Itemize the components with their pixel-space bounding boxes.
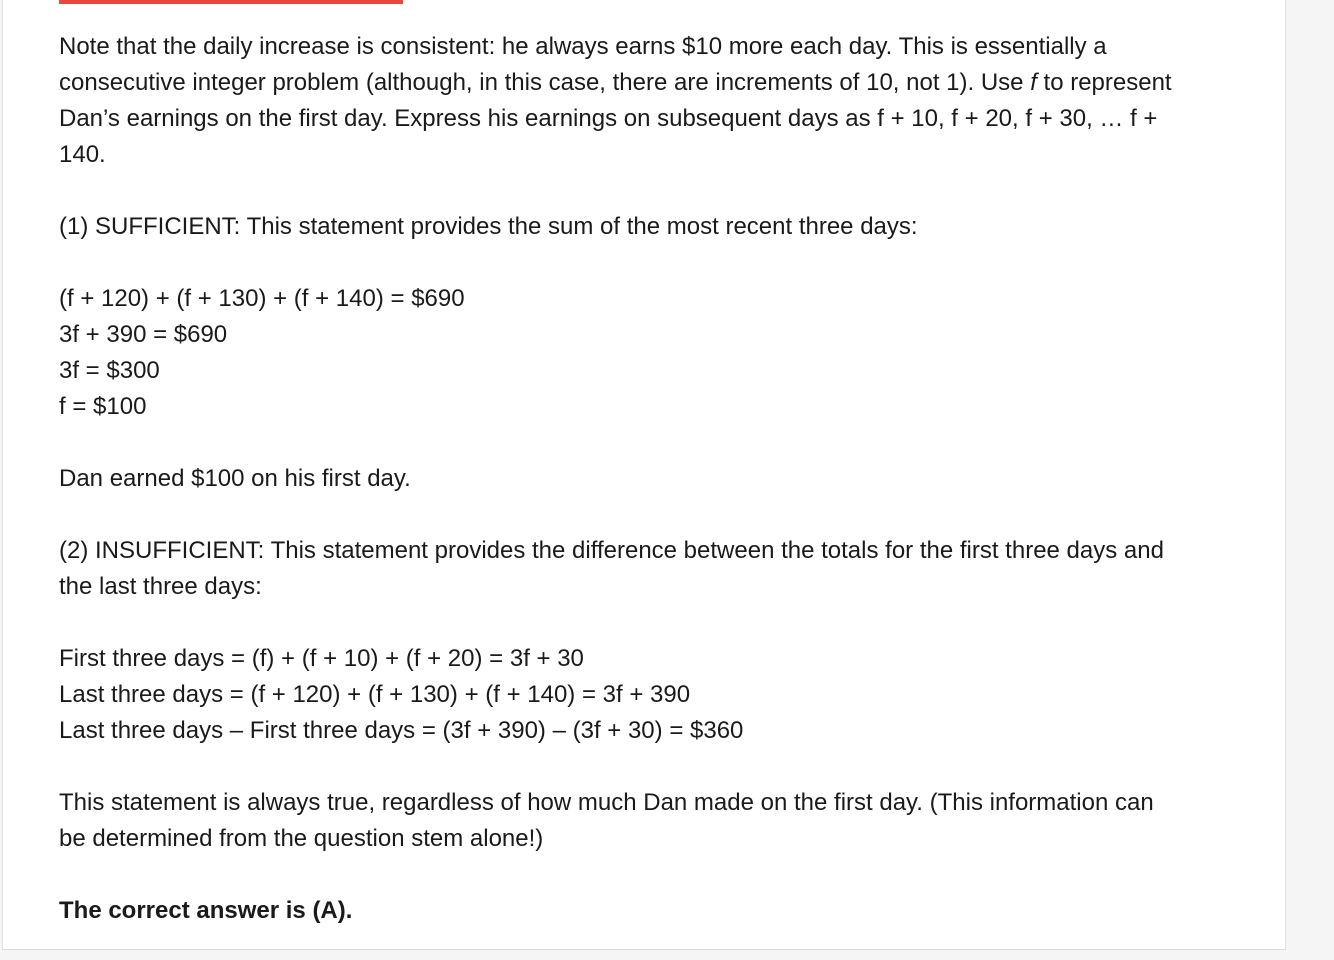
correct-answer: The correct answer is (A).: [59, 897, 353, 924]
statement-2-equation-3: Last three days – First three days = (3f + 390) – (3f + 30) = $360: [59, 717, 744, 744]
explanation-content: [59, 29, 1239, 929]
statement-1-equation-1: (f + 120) + (f + 130) + (f + 140) = $690: [59, 285, 465, 312]
statement-2-equation-2: Last three days = (f + 120) + (f + 130) + (f + 140) = 3f + 390: [59, 681, 691, 708]
statement-2-conclusion-line-2: be determined from the question stem alone!): [59, 825, 544, 852]
statement-1-equation-4: f = $100: [59, 393, 147, 420]
intro-line-3: Dan’s earnings on the first day. Express his earnings on subsequent days as f + 10, f + 20, f + 30, … f +: [59, 105, 1158, 132]
statement-1-equation-3: 3f = $300: [59, 357, 160, 384]
statement-1-conclusion: Dan earned $100 on his first day.: [59, 465, 411, 492]
statement-1-heading: (1) SUFFICIENT: This statement provides the sum of the most recent three days:: [59, 213, 918, 240]
accent-bar: [59, 0, 403, 4]
intro-line-1: Note that the daily increase is consistent: he always earns $10 more each day. This is essentially a: [59, 33, 1107, 60]
intro-line-4: 140.: [59, 141, 106, 168]
statement-2-conclusion-line-1: This statement is always true, regardless of how much Dan made on the first day. (This information can: [59, 789, 1154, 816]
statement-2-equation-1: First three days = (f) + (f + 10) + (f + 20) = 3f + 30: [59, 645, 584, 672]
statement-2-heading-line-1: (2) INSUFFICIENT: This statement provides the difference between the totals for the first three days and: [59, 537, 1164, 564]
statement-2-heading-line-2: the last three days:: [59, 573, 262, 600]
intro-line-2: consecutive integer problem (although, in this case, there are increments of 10, not 1). Use f to represent: [59, 69, 1172, 96]
explanation-panel: [2, 0, 1286, 950]
statement-1-equation-2: 3f + 390 = $690: [59, 321, 228, 348]
